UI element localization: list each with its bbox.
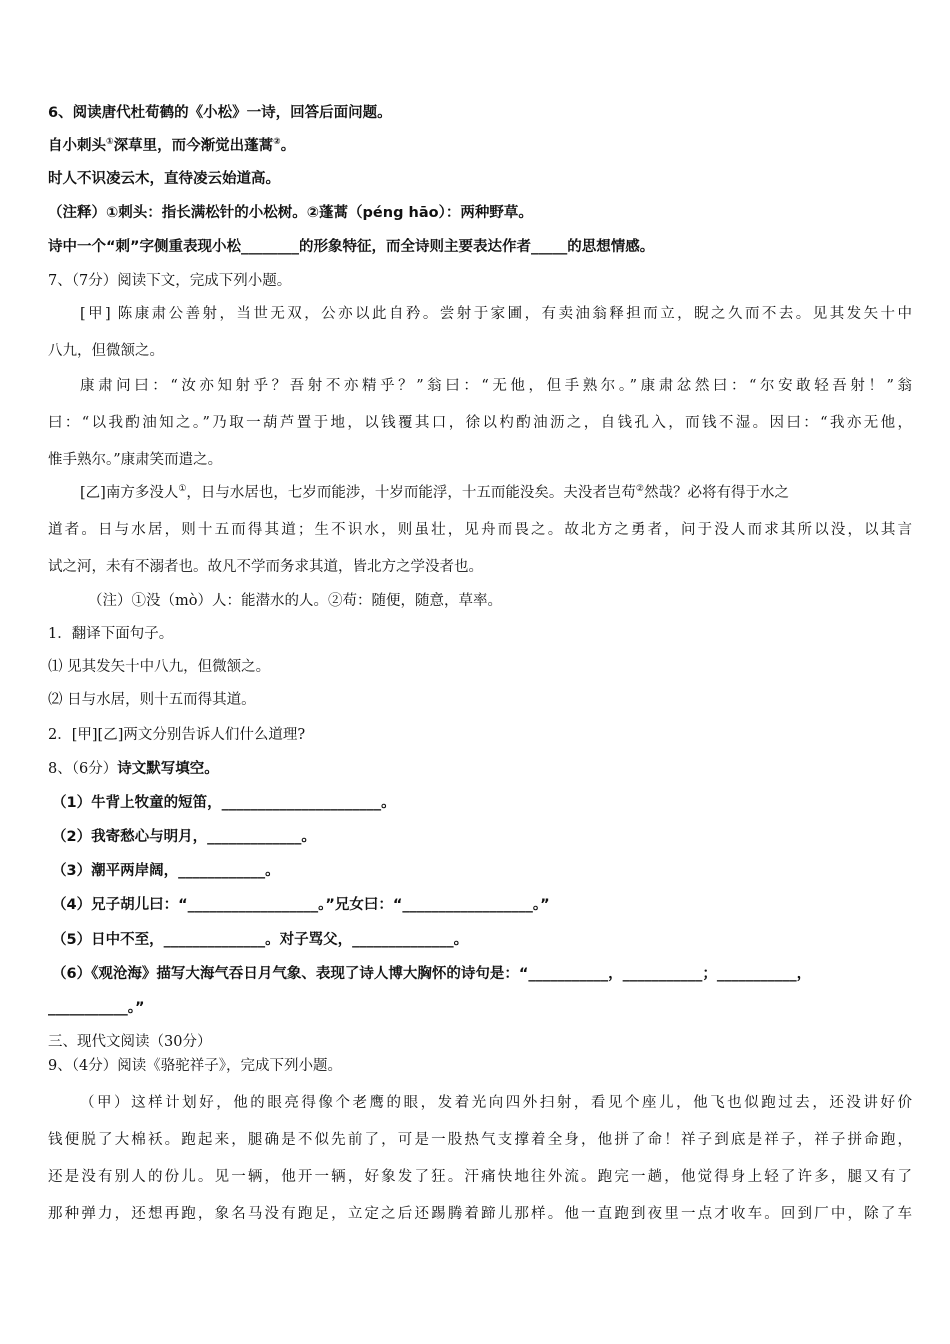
q8-item: （1）牛背上牧童的短笛，______________________。 — [52, 795, 396, 811]
q7-sub1-a: ⑴ 见其发矢十中八九，但微颔之。 — [48, 659, 271, 675]
poem-text: 。 — [280, 138, 296, 154]
q6-question: 诗中一个“刺”字侧重表现小松________的形象特征，而全诗则主要表达作者_____的思想情感。 — [48, 239, 655, 255]
q8-item: （3）潮平两岸阔，____________。 — [52, 863, 280, 879]
q7-jia-line: 康肃问曰：“汝亦知射乎？吾射不亦精乎？”翁曰：“无他，但手熟尔。”康肃忿然曰：“尔安敢轻吾射！”翁 — [80, 378, 912, 394]
q8-title-number: 8、（6分） — [48, 761, 118, 777]
q7-yi-line — [80, 482, 912, 504]
footnote-mark: ① — [106, 137, 114, 147]
q8-title-text: 诗文默写填空。 — [117, 761, 219, 777]
q9-passage-line: 那种弹力，还想再跑，象名马没有跑足，立定之后还踢腾着蹄儿那样。他一直跑到夜里一点才收车。回到厂中，除了车 — [48, 1206, 912, 1222]
q7-jia-line: [甲] 陈康肃公善射，当世无双，公亦以此自矜。尝射于家圃，有卖油翁释担而立，睨之久而不去。见其发矢十中 — [80, 306, 912, 322]
q9-title: 9、（4分）阅读《骆驼祥子》，完成下列小题。 — [48, 1058, 342, 1074]
q7-jia-line: 曰：“以我酌油知之。”乃取一葫芦置于地，以钱覆其口，徐以杓酌油沥之，自钱孔入，而钱不湿。因曰：“我亦无他， — [48, 415, 912, 431]
q7-yi-line: 试之河，未有不溺者也。故凡不学而务求其道，皆北方之学没者也。 — [48, 559, 483, 575]
q7-sub1-title: 1．翻译下面句子。 — [48, 626, 174, 642]
q7-yi-note: （注）①没（mò）人：能潜水的人。②苟：随便，随意，草率。 — [88, 593, 502, 609]
q6-title: 6、阅读唐代杜荀鹤的《小松》一诗，回答后面问题。 — [48, 105, 392, 121]
q9-passage-line: （甲）这样计划好，他的眼亮得像个老鹰的眼，发着光向四外扫射，看见个座儿，他飞也似跑过去，还没讲好价 — [80, 1095, 912, 1111]
passage-text: ，日与水居也，七岁而能涉，十岁而能浮，十五而能没矣。夫没者岂苟 — [186, 485, 636, 501]
passage-text: 然哉？必将有得于水之 — [643, 485, 789, 501]
q8-item: （6）《观沧海》描写大海气吞日月气象、表现了诗人博大胸怀的诗句是：“___________，___________；___________， — [52, 966, 812, 982]
poem-text: 自小刺头 — [48, 138, 106, 154]
q8-title — [48, 758, 912, 780]
q7-jia-line: 惟手熟尔。”康肃笑而遣之。 — [48, 452, 223, 468]
passage-text: [乙]南方多没人 — [80, 485, 179, 501]
q6-poem-line-2: 时人不识凌云木，直待凌云始道高。 — [48, 171, 280, 187]
q8-item: ___________。” — [48, 1000, 145, 1016]
q7-sub1-b: ⑵ 日与水居，则十五而得其道。 — [48, 692, 256, 708]
poem-text: 深草里，而今渐觉出蓬蒿 — [113, 138, 274, 154]
q6-poem-line-1 — [48, 135, 912, 157]
q7-jia-line: 八九，但微颔之。 — [48, 343, 164, 359]
q8-item: （4）兄子胡儿曰：“__________________。”兄女曰：“__________________。” — [52, 897, 550, 913]
section-3-title: 三、现代文阅读（30分） — [48, 1034, 212, 1050]
q7-yi-line: 道者。日与水居，则十五而得其道；生不识水，则虽壮，见舟而畏之。故北方之勇者，问于没人而求其所以没，以其言 — [48, 522, 912, 538]
q8-item: （2）我寄愁心与明月，_____________。 — [52, 829, 316, 845]
q6-note: （注释）①刺头：指长满松针的小松树。②蓬蒿（péng hāo）：两种野草。 — [48, 205, 533, 221]
q7-title: 7、（7分）阅读下文，完成下列小题。 — [48, 273, 292, 289]
q9-passage-line: 钱便脱了大棉袄。跑起来，腿确是不似先前了，可是一股热气支撑着全身，他拼了命！祥子到底是祥子，祥子拼命跑， — [48, 1132, 912, 1148]
footnote-mark: ① — [178, 484, 187, 494]
q9-passage-line: 还是没有别人的份儿。见一辆，他开一辆，好象发了狂。汗痛快地往外流。跑完一趟，他觉得身上轻了许多，腿又有了 — [48, 1169, 912, 1185]
q8-item: （5）日中不至，______________。对子骂父，______________。 — [52, 932, 469, 948]
footnote-mark: ② — [273, 137, 281, 147]
q7-sub2: 2．[甲][乙]两文分别告诉人们什么道理? — [48, 727, 306, 743]
footnote-mark: ② — [635, 484, 644, 494]
